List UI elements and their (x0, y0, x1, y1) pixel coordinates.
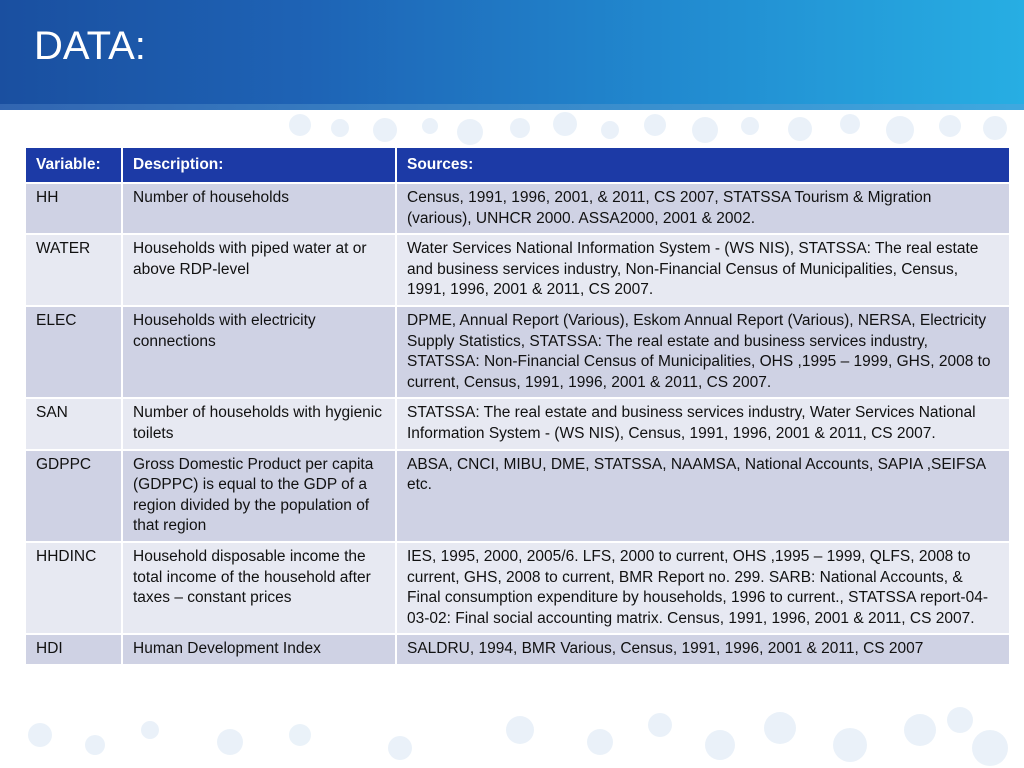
cell-variable: SAN (25, 398, 122, 449)
cell-sources: SALDRU, 1994, BMR Various, Census, 1991, 1996, 2001 & 2011, CS 2007 (396, 634, 1010, 665)
table-row (25, 183, 1010, 234)
header-description: Description: (122, 147, 396, 183)
cell-description: Human Development Index (122, 634, 396, 665)
cell-sources: IES, 1995, 2000, 2005/6. LFS, 2000 to current, OHS ,1995 – 1999, QLFS, 2008 to current, GHS, 2008 to current, BMR Report no. 299. SARB: National Accounts, & Final consumption expenditure by households, 1996 to current., STATSSA report-04-03-02: Final social accounting matrix. Census, 1991, 1996, 2001 & 2011, CS 2007. (396, 542, 1010, 634)
cell-description: Number of households with hygienic toilets (122, 398, 396, 449)
cell-variable: HDI (25, 634, 122, 665)
table-row (25, 234, 1010, 306)
cell-sources: STATSSA: The real estate and business services industry, Water Services National Information System - (WS NIS), Census, 1991, 1996, 2001 & 2011, CS 2007. (396, 398, 1010, 449)
table-row (25, 398, 1010, 449)
cell-description: Households with electricity connections (122, 306, 396, 398)
cell-variable: HHDINC (25, 542, 122, 634)
header-banner (0, 0, 1024, 104)
cell-description: Number of households (122, 183, 396, 234)
table-row (25, 450, 1010, 542)
data-sources-table (24, 146, 1011, 666)
cell-variable: WATER (25, 234, 122, 306)
cell-sources: Census, 1991, 1996, 2001, & 2011, CS 2007, STATSSA Tourism & Migration (various), UNHCR 2000. ASSA2000, 2001 & 2002. (396, 183, 1010, 234)
table-header-row (25, 147, 1010, 183)
table-row (25, 542, 1010, 634)
table-row (25, 306, 1010, 398)
cell-variable: GDPPC (25, 450, 122, 542)
cell-sources: DPME, Annual Report (Various), Eskom Annual Report (Various), NERSA, Electricity Supply Statistics, STATSSA: The real estate and business services industry, STATSSA: Non-Financial Census of Municipalities, OHS ,1995 – 1999, GHS, 2008 to current, Census, 1991, 1996, 2001 & 2011, CS 2007. (396, 306, 1010, 398)
header-sources: Sources: (396, 147, 1010, 183)
cell-variable: ELEC (25, 306, 122, 398)
header-underline (0, 104, 1024, 110)
cell-description: Households with piped water at or above RDP-level (122, 234, 396, 306)
cell-description: Gross Domestic Product per capita (GDPPC) is equal to the GDP of a region divided by the population of that region (122, 450, 396, 542)
cell-variable: HH (25, 183, 122, 234)
cell-sources: Water Services National Information System - (WS NIS), STATSSA: The real estate and business services industry, Non-Financial Census of Municipalities, Census, 1991, 1996, 2001 & 2011, CS 2007. (396, 234, 1010, 306)
cell-description: Household disposable income the total income of the household after taxes – constant prices (122, 542, 396, 634)
header-variable: Variable: (25, 147, 122, 183)
slide-title: DATA: (34, 24, 146, 68)
table-row (25, 634, 1010, 665)
cell-sources: ABSA, CNCI, MIBU, DME, STATSSA, NAAMSA, National Accounts, SAPIA ,SEIFSA etc. (396, 450, 1010, 542)
